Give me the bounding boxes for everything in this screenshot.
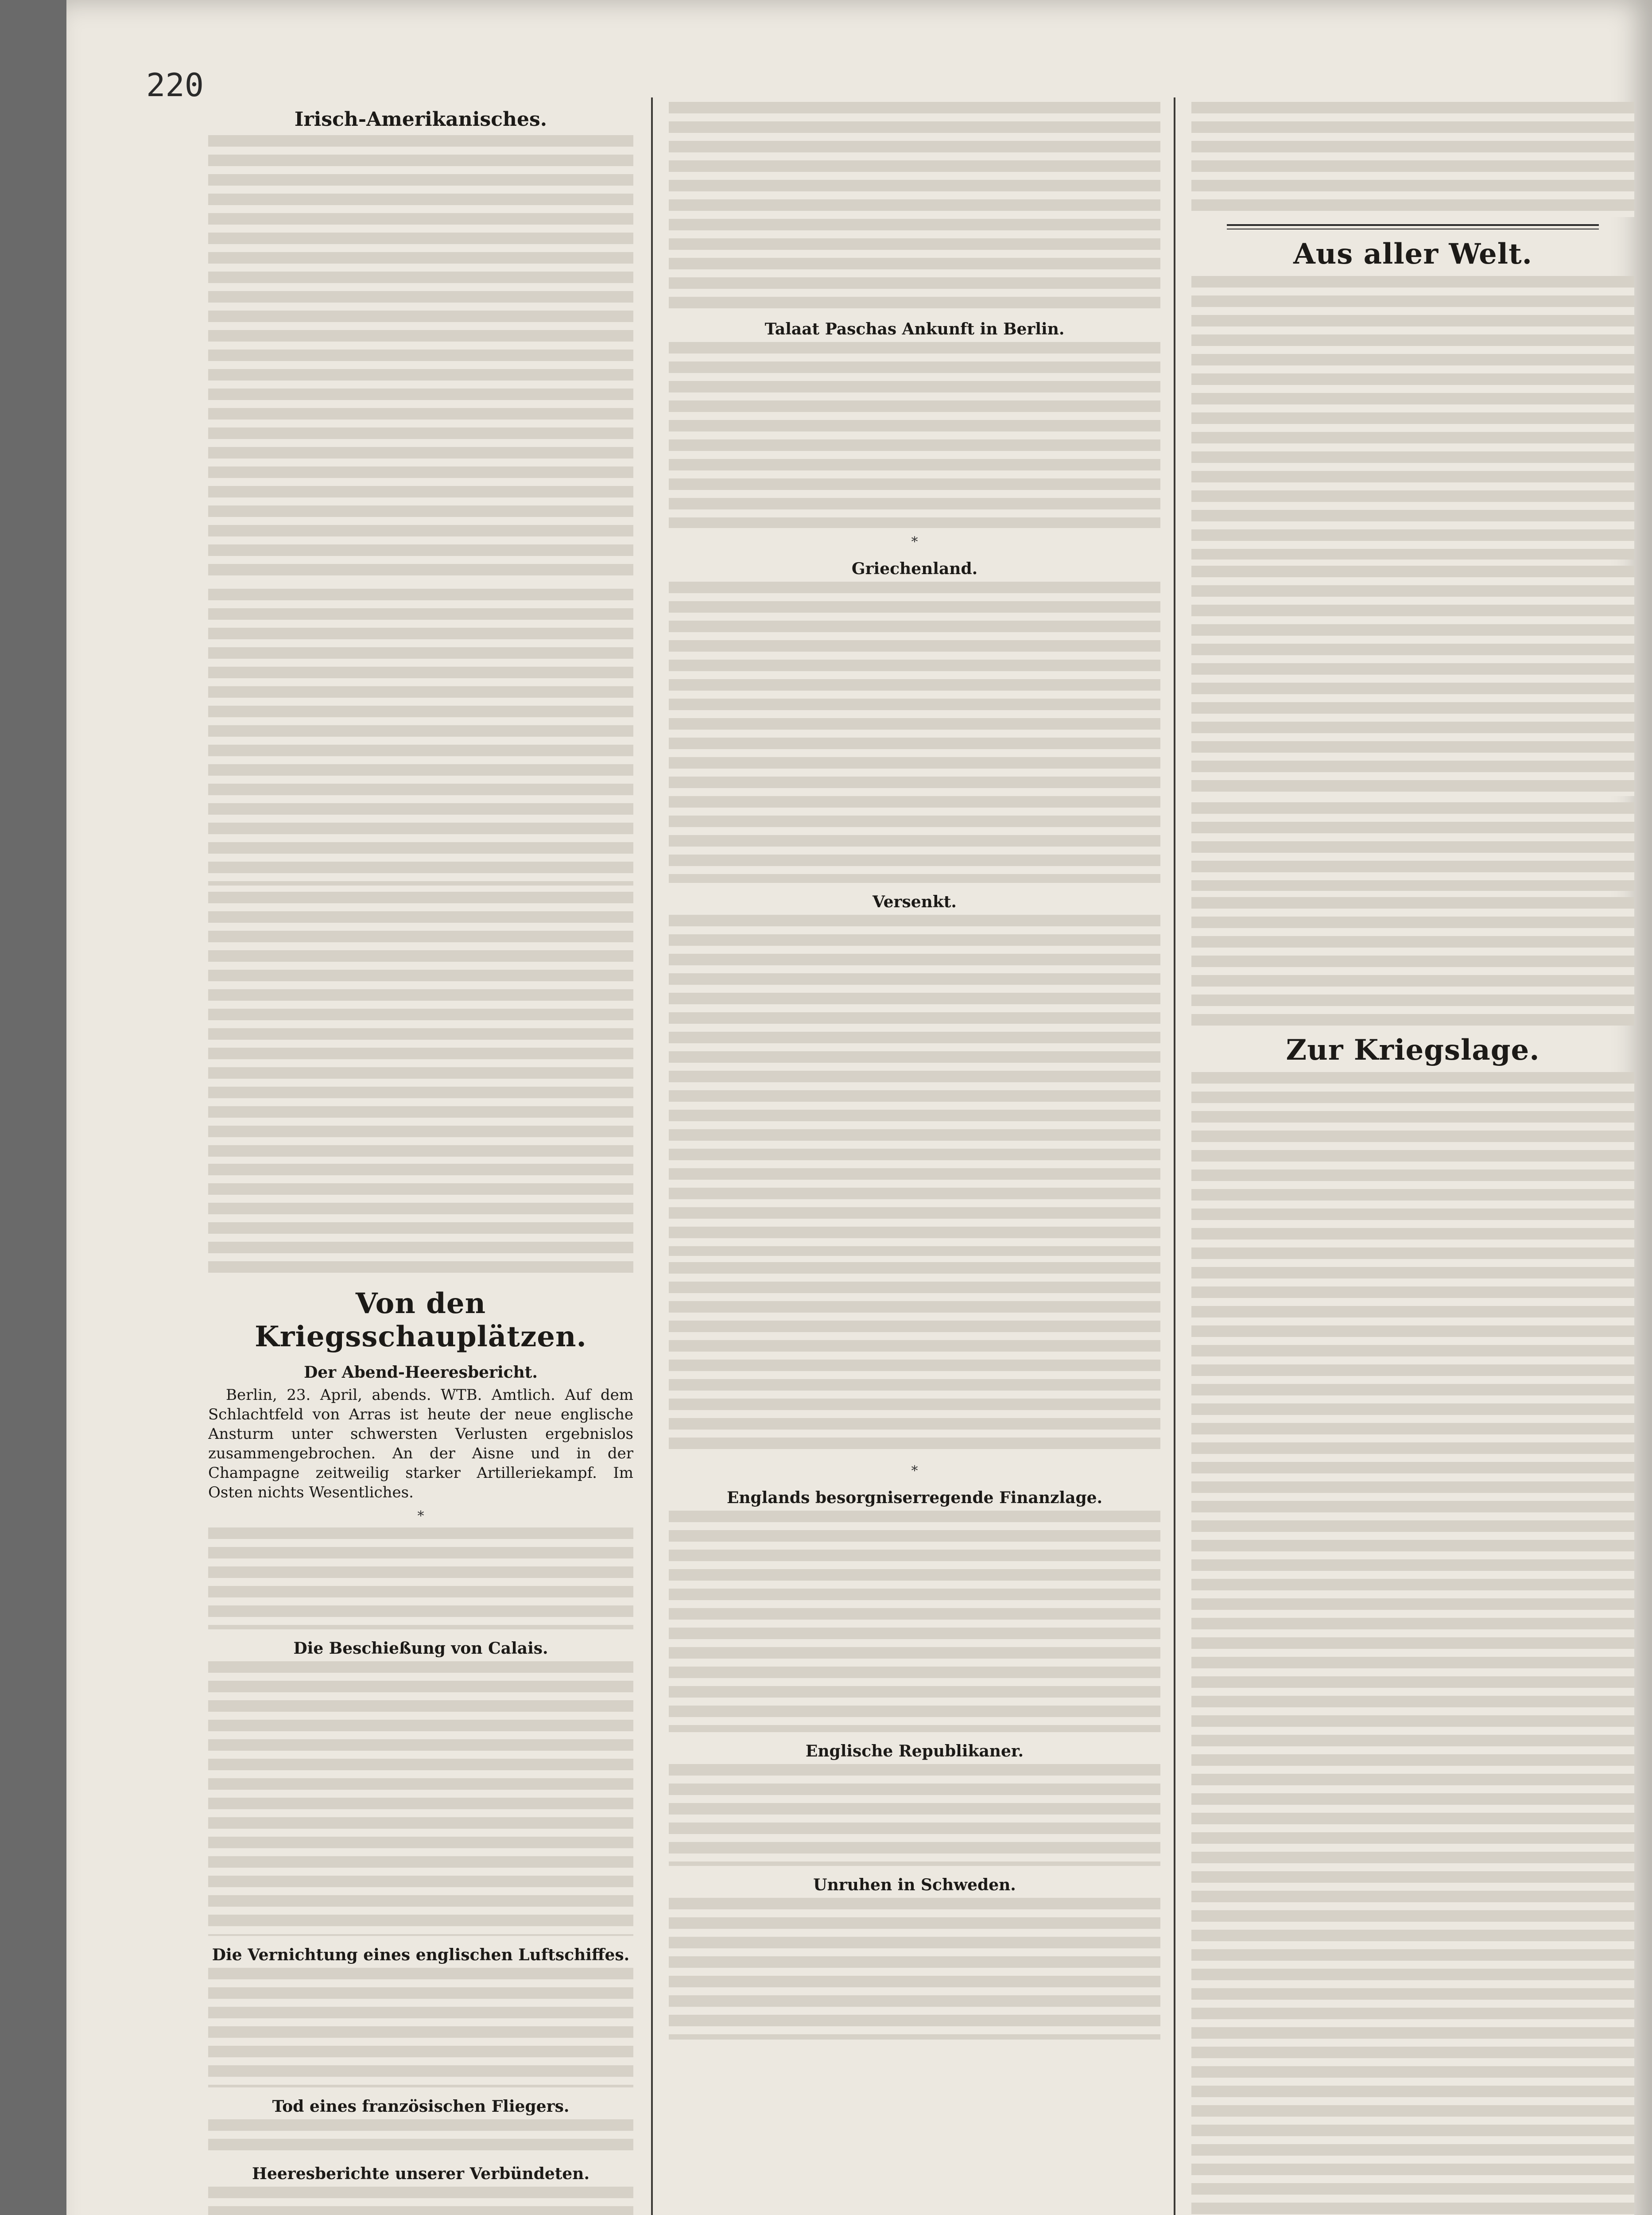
illegible-text: [1191, 1072, 1634, 2215]
section-heading: Aus aller Welt.: [1293, 237, 1532, 271]
separator: *: [911, 534, 918, 550]
illegible-text: [669, 1898, 1160, 2040]
illegible-text: [208, 1164, 633, 1279]
illegible-text: [669, 1262, 1160, 1457]
illegible-text: [1191, 276, 1634, 560]
article-heading: Griechenland.: [851, 560, 978, 578]
article-body: Berlin, 23. April, abends. WTB. Amtlich. Auf dem Schlachtfeld von Arras ist heute der neue englische Ansturm unter schwersten Verlusten ergebnislos zusammengebrochen. An der Aisne und in der Champagne zeitweilig starker Artilleriekampf. Im Osten nichts Wesentliches.: [208, 1386, 633, 1501]
article-heading: Irisch-Amerikanisches.: [294, 108, 547, 131]
article-heading: Englische Republikaner.: [805, 1742, 1024, 1760]
column-2: [669, 102, 1160, 2215]
illegible-text: [208, 892, 633, 1158]
article-heading: Die Vernichtung eines englischen Luftschiffes.: [212, 1946, 630, 1964]
illegible-text: [669, 102, 1160, 310]
illegible-text: [208, 1527, 633, 1629]
column-1: [208, 102, 633, 2215]
section-heading: Zur Kriegslage.: [1286, 1034, 1540, 1067]
article-heading: Englands besorgniserregende Finanzlage.: [726, 1488, 1103, 1507]
column-rule: [1174, 97, 1175, 2215]
section-rule: [1227, 224, 1599, 229]
illegible-text: [208, 1661, 633, 1936]
section-heading: Von den Kriegsschauplätzen.: [255, 1287, 587, 1353]
separator: *: [911, 1463, 918, 1479]
illegible-text: [1191, 802, 1634, 891]
scan-margin: [0, 0, 66, 2215]
illegible-text: [1191, 102, 1634, 217]
illegible-text: [208, 135, 633, 583]
illegible-text: [208, 2119, 633, 2155]
column-3: [1191, 102, 1634, 2215]
article-heading: Heeresberichte unserer Verbündeten.: [252, 2164, 590, 2183]
illegible-text: [208, 1968, 633, 2087]
illegible-text: [208, 2187, 633, 2215]
article-heading: Der Abend-Heeresbericht.: [304, 1363, 538, 1382]
illegible-text: [669, 342, 1160, 528]
illegible-text: [669, 1764, 1160, 1866]
article-heading: Versenkt.: [873, 893, 957, 911]
article-heading: Tod eines französischen Fliegers.: [272, 2097, 570, 2116]
illegible-text: [669, 915, 1160, 1256]
article-heading: Unruhen in Schweden.: [813, 1876, 1016, 1894]
separator: *: [417, 1508, 424, 1524]
illegible-text: [669, 582, 1160, 883]
article-heading: Die Beschießung von Calais.: [293, 1639, 548, 1658]
illegible-text: [1191, 566, 1634, 796]
column-rule: [651, 97, 653, 2215]
page-number: 220: [146, 66, 204, 104]
illegible-text: [1191, 897, 1634, 1026]
article-heading: Talaat Paschas Ankunft in Berlin.: [764, 320, 1065, 338]
illegible-text: [208, 589, 633, 886]
illegible-text: [669, 1511, 1160, 1732]
